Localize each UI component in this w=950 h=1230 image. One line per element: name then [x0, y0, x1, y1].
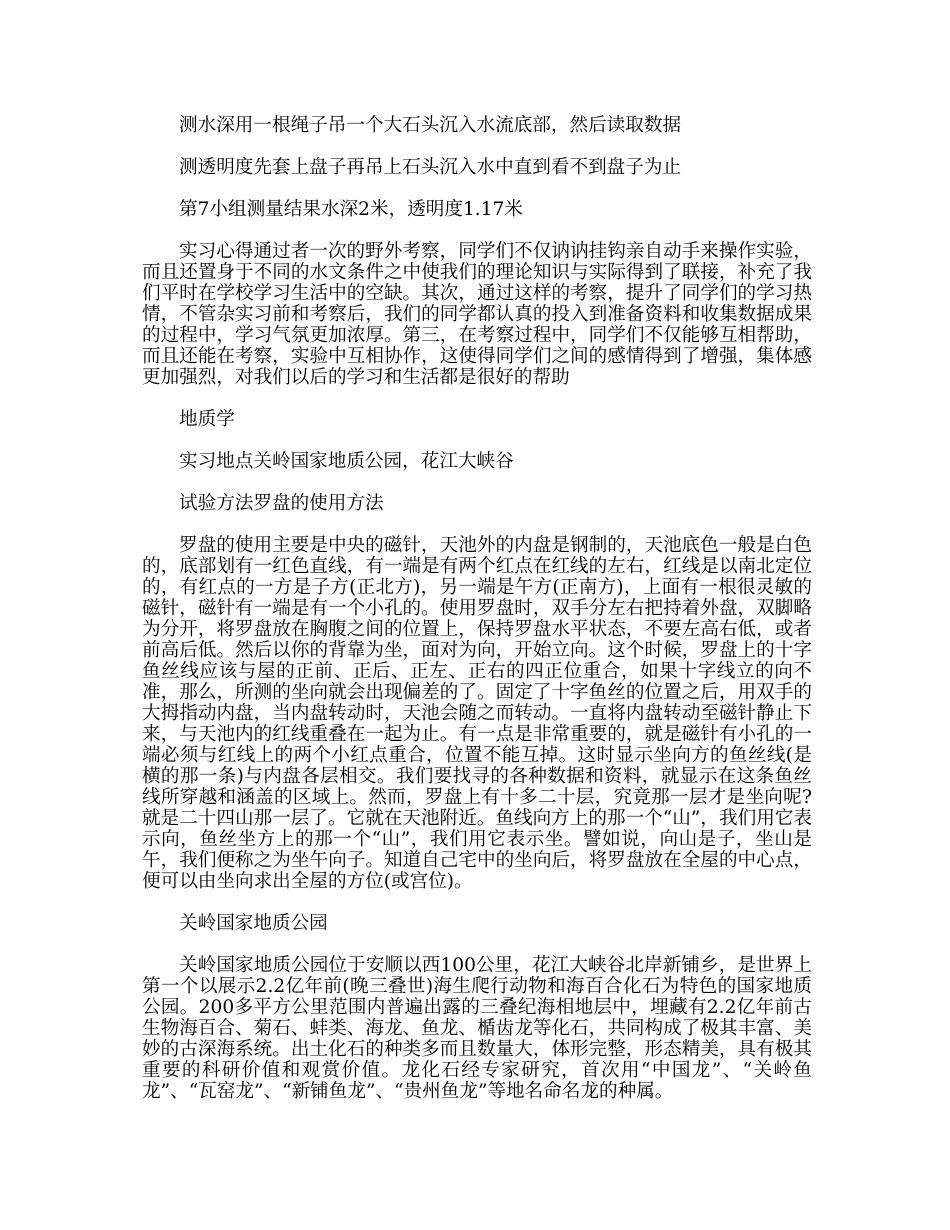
paragraph-group-results: 第7小组测量结果水深2米，透明度1.17米 — [179, 199, 523, 220]
section-heading-geology: 地质学 — [179, 409, 235, 430]
paragraph-internship-reflection: 实习心得通过者一次的野外考察，同学们不仅讷讷挂钩亲自动手来操作实验，而且还置身于不同的水文条件之中使我们的理论知识与实际得到了联接，补充了我们平时在学校学习生活中的空缺。其次，通过这样的考察，提升了同学们的学习热情，不管杂实习前和考察后，我们的同学都认真的投入到准备资料和收集数据成果的过程中，学习气氛更加浓厚。第三，在考察过程中，同学们不仅能够互相帮助，而且还能在考察，实验中互相协作，这使得同学们之间的感情得到了增强，集体感更加强烈，对我们以后的学习和生活都是很好的帮助 — [142, 241, 812, 388]
paragraph-internship-location: 实习地点关岭国家地质公园，花江大峡谷 — [179, 451, 514, 472]
paragraph-transparency-method: 测透明度先套上盘子再吊上石头沉入水中直到看不到盘子为止 — [179, 157, 682, 178]
paragraph-method-title: 试验方法罗盘的使用方法 — [179, 493, 384, 514]
paragraph-water-depth-method: 测水深用一根绳子吊一个大石头沉入水流底部，然后读取数据 — [179, 115, 682, 136]
paragraph-guanling-park-description: 关岭国家地质公园位于安顺以西100公里，花江大峡谷北岸新铺乡，是世界上第一个以展示2.2亿年前(晚三叠世)海生爬行动物和海百合化石为特色的国家地质公园。200多平方公里范围内普遍出露的三叠纪海相地层中，埋藏有2.2亿年前古生物海百合、菊石、蚌类、海龙、鱼龙、楯齿龙等化石，共同构成了极其丰富、美妙的古深海系统。出土化石的种类多而且数量大，体形完整，形态精美，具有极其重要的科研价值和观赏价值。龙化石经专家研究，首次用“中国龙”、“关岭鱼龙”、“瓦窑龙”、“新铺鱼龙”、“贵州鱼龙”等地名命名龙的种属。 — [142, 955, 812, 1102]
section-heading-guanling-park: 关岭国家地质公园 — [179, 913, 328, 934]
paragraph-compass-usage: 罗盘的使用主要是中央的磁针，天池外的内盘是钢制的，天池底色一般是白色的，底部划有一红色直线，有一端是有两个红点在红线的左右，红线是以南北定位的，有红点的一方是子方(正北方)，另一端是午方(正南方)，上面有一根很灵敏的磁针，磁针有一端是有一个小孔的。使用罗盘时，双手分左右把持着外盘，双脚略为分开，将罗盘放在胸腹之间的位置上，保持罗盘水平状态，不要左高右低，或者前高后低。然后以你的背靠为坐，面对为向，开始立向。这个时候，罗盘上的十字鱼丝线应该与屋的正前、正后、正左、正右的四正位重合，如果十字线立的向不准，那么，所测的坐向就会出现偏差的了。固定了十字鱼丝的位置之后，用双手的大拇指动内盘，当内盘转动时，天池会随之而转动。一直将内盘转动至磁针静止下来，与天池内的红线重叠在一起为止。有一点是非常重要的，就是磁针有小孔的一端必须与红线上的两个小红点重合，位置不能互掉。这时显示坐向方的鱼丝线(是横的那一条)与内盘各层相交。我们要找寻的各种数据和资料，就显示在这条鱼丝线所穿越和涵盖的区域上。然而，罗盘上有十多二十层，究竟那一层才是坐向呢?就是二十四山那一层了。它就在天池附近。鱼线向方上的那一个“山”，我们用它表示向，鱼丝坐方上的那一个“山”，我们用它表示坐。譬如说，向山是子，坐山是午，我们便称之为坐午向子。知道自己宅中的坐向后，将罗盘放在全屋的中心点，便可以由坐向求出全屋的方位(或宫位)。 — [142, 535, 812, 892]
